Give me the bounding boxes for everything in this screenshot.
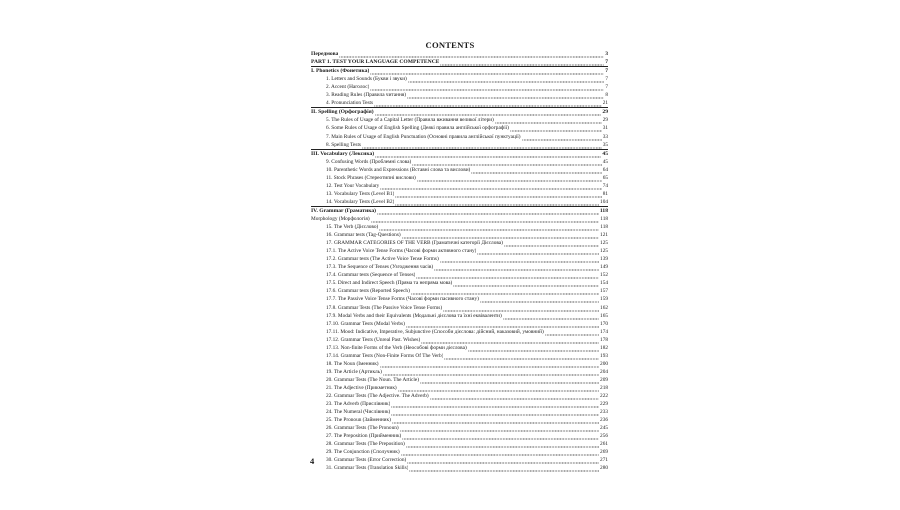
toc-entry bbox=[311, 132, 608, 140]
toc-entry-page: 182 bbox=[600, 344, 608, 351]
toc-entry-title: 17. GRAMMAR CATEGORIES OF THE VERB (Граматичні категорії Дієслова) bbox=[326, 240, 503, 247]
toc-entry-page: 256 bbox=[600, 433, 608, 440]
toc-entry-page: 218 bbox=[600, 384, 608, 391]
toc-entry bbox=[311, 239, 608, 247]
toc-entry-page: 33 bbox=[602, 133, 608, 140]
toc-entry bbox=[311, 320, 608, 328]
toc-entry-title: Morphology (Морфологія) bbox=[311, 215, 370, 222]
toc-leader-dots bbox=[395, 200, 599, 206]
toc-entry bbox=[311, 190, 608, 198]
page-number: 4 bbox=[310, 456, 315, 466]
toc-entry-title: 31. Grammar Tests (Translation Skills) bbox=[326, 465, 409, 472]
toc-leader-dots bbox=[440, 257, 599, 263]
toc-entry-page: 154 bbox=[600, 280, 608, 287]
toc-entry-page: 245 bbox=[600, 425, 608, 432]
toc-entry-title: 5. The Rules of Usage of a Capital Letter (Правила вживання великої літери) bbox=[326, 117, 494, 124]
toc-entry bbox=[311, 231, 608, 239]
toc-entry-page: 74 bbox=[602, 182, 608, 189]
toc-leader-dots bbox=[440, 60, 604, 66]
toc-entry bbox=[311, 58, 608, 66]
toc-leader-dots bbox=[468, 346, 599, 352]
toc-entry-page: 193 bbox=[600, 352, 608, 359]
toc-entry-title: 2. Accent (Наголос) bbox=[326, 84, 370, 91]
toc-entry bbox=[311, 360, 608, 368]
toc-entry-title: 11. Stock Phrases (Стереотипні вислови) bbox=[326, 174, 416, 181]
toc-entry-page: 118 bbox=[600, 215, 608, 222]
toc-entry-title: 26. Grammar Tests (The Pronoun) bbox=[326, 425, 399, 432]
toc-entry-page: 174 bbox=[600, 328, 608, 335]
toc-entry bbox=[311, 344, 608, 352]
toc-leader-dots bbox=[400, 426, 599, 432]
toc-entry-page: 29 bbox=[602, 117, 608, 124]
toc-entry-title: 29. The Conjunction (Сполучник) bbox=[326, 449, 400, 456]
toc-entry bbox=[311, 108, 608, 116]
toc-entry-page: 204 bbox=[600, 368, 608, 375]
toc-leader-dots bbox=[545, 330, 599, 336]
toc-entry-page: 170 bbox=[600, 320, 608, 327]
toc-entry-page: 165 bbox=[600, 312, 608, 319]
toc-entry bbox=[311, 247, 608, 255]
toc-entry-title: 17.13. Non-finite Forms of the Verb (Неособові форми дієслова) bbox=[326, 344, 467, 351]
toc-leader-dots bbox=[380, 362, 599, 368]
toc-entry-page: 29 bbox=[602, 109, 608, 116]
toc-entry-page: 8 bbox=[605, 92, 608, 99]
toc-leader-dots bbox=[391, 402, 599, 408]
toc-entry bbox=[311, 456, 608, 464]
toc-entry-title: 17.10. Grammar Tests (Modal Verbs) bbox=[326, 320, 405, 327]
toc-leader-dots bbox=[420, 378, 599, 384]
toc-entry-page: 31 bbox=[602, 125, 608, 132]
toc-entry-title: 3. Reading Rules (Правила читання) bbox=[326, 92, 407, 99]
toc-entry-title: 30. Grammar Tests (Error Correction) bbox=[326, 457, 407, 464]
toc-entry-page: 269 bbox=[600, 449, 608, 456]
toc-entry-page: 162 bbox=[600, 304, 608, 311]
toc-leader-dots bbox=[377, 209, 599, 215]
toc-leader-dots bbox=[395, 192, 601, 198]
toc-entry-page: 125 bbox=[600, 240, 608, 247]
toc-entry-page: 7 bbox=[605, 76, 608, 83]
toc-entry bbox=[311, 158, 608, 166]
toc-entry-title: 18. The Noun (Іменник) bbox=[326, 360, 379, 367]
toc-entry bbox=[311, 424, 608, 432]
toc-leader-dots bbox=[453, 281, 599, 287]
toc-entry bbox=[311, 271, 608, 279]
toc-leader-dots bbox=[430, 394, 599, 400]
toc-entry bbox=[311, 376, 608, 384]
toc-entry bbox=[311, 116, 608, 124]
toc-leader-dots bbox=[392, 418, 599, 424]
toc-entry-title: 21. The Adjective (Прикметник) bbox=[326, 384, 397, 391]
toc-entry-page: 21 bbox=[602, 100, 608, 107]
toc-entry bbox=[311, 336, 608, 344]
toc-entry-title: 17.8. Grammar Tests (The Passive Voice Tense Forms) bbox=[326, 304, 443, 311]
toc-entry bbox=[311, 432, 608, 440]
toc-entry-title: 17.6. Grammar tests (Reported Speech) bbox=[326, 288, 410, 295]
toc-entry bbox=[311, 223, 608, 231]
toc-entry-page: 121 bbox=[600, 232, 608, 239]
toc-entry bbox=[311, 312, 608, 320]
toc-entry bbox=[311, 263, 608, 271]
toc-entry-title: 17.1. The Active Voice Tense Forms (Часові форми активного стану) bbox=[326, 248, 477, 255]
toc-entry-title: 17.7. The Passive Voice Tense Forms (Часові форми пасивного стану) bbox=[326, 296, 479, 303]
toc-entry-title: 15. The Verb (Дієслово) bbox=[326, 224, 379, 231]
toc-leader-dots bbox=[374, 101, 602, 107]
toc-entry-title: 17.9. Modal Verbs and their Equivalents (Модальні дієслова та їхні еквіваленти) bbox=[326, 312, 502, 319]
toc-entry-page: 7 bbox=[605, 84, 608, 91]
toc-entry-title: I. Phonetics (Фонетика) bbox=[311, 68, 370, 75]
toc-entry-page: 159 bbox=[600, 296, 608, 303]
toc-entry-page: 3 bbox=[605, 51, 608, 58]
toc-entry-page: 45 bbox=[602, 150, 608, 157]
toc-entry-title: 14. Vocabulary Tests (Level B2) bbox=[326, 198, 395, 205]
toc-entry-title: 13. Vocabulary Tests (Level B1) bbox=[326, 190, 395, 197]
toc-entry-page: 65 bbox=[602, 174, 608, 181]
toc-entry bbox=[311, 174, 608, 182]
toc-entry-title: PART 1. TEST YOUR LANGUAGE COMPETENCE bbox=[311, 59, 440, 66]
toc-entry-title: 19. The Article (Артикль) bbox=[326, 368, 382, 375]
toc-entry bbox=[311, 255, 608, 263]
toc-leader-dots bbox=[477, 249, 599, 255]
toc-entry-title: 17.2. Grammar tests (The Active Voice Tense Forms) bbox=[326, 256, 439, 263]
toc-entry bbox=[311, 303, 608, 311]
toc-leader-dots bbox=[471, 168, 601, 174]
toc-entry-page: 236 bbox=[600, 417, 608, 424]
toc-leader-dots bbox=[503, 314, 599, 320]
toc-entry-title: 28. Grammar Tests (The Preposition) bbox=[326, 441, 405, 448]
toc-entry-page: 64 bbox=[602, 166, 608, 173]
toc-entry-title: 7. Main Rules of Usage of English Punctuation (Основні правила англійської пунктуації) bbox=[326, 133, 521, 140]
toc-entry-title: 17.3. The Sequence of Tenses (Узгодження часів) bbox=[326, 264, 434, 271]
toc-leader-dots bbox=[407, 93, 604, 99]
toc-entry-title: 9. Confusing Words (Проблемні слова) bbox=[326, 158, 412, 165]
toc-entry-title: 17.14. Grammar Tests (Non-Finite Forms Of The Verb) bbox=[326, 352, 444, 359]
toc-leader-dots bbox=[371, 217, 600, 223]
toc-entry-title: Передмова bbox=[311, 51, 339, 58]
toc-entry bbox=[311, 384, 608, 392]
toc-entry bbox=[311, 99, 608, 107]
toc-entry bbox=[311, 295, 608, 303]
toc-entry-title: 1. Letters and Sounds (Букви і звуки) bbox=[326, 76, 407, 83]
toc-leader-dots bbox=[408, 77, 605, 83]
toc-entry-title: III. Vocabulary (Лексика) bbox=[311, 150, 375, 157]
toc-entry bbox=[311, 279, 608, 287]
toc-entry-title: 8. Spelling Tests bbox=[326, 141, 361, 148]
toc-entry bbox=[311, 440, 608, 448]
toc-entry-title: 4. Pronunciation Tests bbox=[326, 100, 374, 107]
toc-entry-page: 81 bbox=[602, 190, 608, 197]
toc-leader-dots bbox=[480, 297, 599, 303]
toc-entry-page: 7 bbox=[605, 59, 608, 66]
toc-entry bbox=[311, 207, 608, 215]
toc-leader-dots bbox=[522, 135, 602, 141]
toc-entry bbox=[311, 392, 608, 400]
toc-entry-title: 10. Parenthetic Words and Expressions (Вставні слова та вислови) bbox=[326, 166, 471, 173]
toc-entry-page: 280 bbox=[600, 465, 608, 472]
toc-entry bbox=[311, 198, 608, 206]
contents-heading: CONTENTS bbox=[425, 40, 475, 50]
toc-entry-title: 12. Test Your Vocabulary bbox=[326, 182, 380, 189]
toc-entry bbox=[311, 448, 608, 456]
toc-entry-title: 23. The Adverb (Прислівник) bbox=[326, 401, 391, 408]
toc-leader-dots bbox=[402, 434, 599, 440]
toc-leader-dots bbox=[380, 184, 601, 190]
toc-entry-page: 233 bbox=[600, 409, 608, 416]
toc-entry-page: 271 bbox=[600, 457, 608, 464]
toc-entry-title: II. Spelling (Орфографія) bbox=[311, 109, 374, 116]
toc-leader-dots bbox=[401, 450, 599, 456]
toc-entry bbox=[311, 416, 608, 424]
toc-entry bbox=[311, 67, 608, 75]
toc-entry-page: 222 bbox=[600, 393, 608, 400]
toc-entry-title: 27. The Preposition (Прийменник) bbox=[326, 433, 402, 440]
toc-leader-dots bbox=[495, 118, 602, 124]
toc-entry bbox=[311, 182, 608, 190]
toc-entry-page: 35 bbox=[602, 141, 608, 148]
toc-leader-dots bbox=[391, 410, 599, 416]
toc-entry-title: 24. The Numeral (Числівник) bbox=[326, 409, 391, 416]
toc-entry-title: 17.5. Direct and Indirect Speech (Пряма та непряма мова) bbox=[326, 280, 453, 287]
toc-entry-page: 118 bbox=[599, 207, 608, 214]
toc-entry-page: 152 bbox=[600, 272, 608, 279]
toc-entry bbox=[311, 328, 608, 336]
toc-leader-dots bbox=[444, 354, 599, 360]
toc-entry-page: 157 bbox=[600, 288, 608, 295]
toc-leader-dots bbox=[417, 176, 602, 182]
toc-entry bbox=[311, 91, 608, 99]
toc-entry-page: 139 bbox=[600, 256, 608, 263]
toc-entry-title: 25. The Pronoun (Займенник) bbox=[326, 417, 391, 424]
toc-entry-title: 22. Grammar Tests (The Adjective. The Adverb) bbox=[326, 393, 429, 400]
toc-leader-dots bbox=[407, 458, 599, 464]
toc-entry-page: 125 bbox=[600, 248, 608, 255]
toc-entry-page: 178 bbox=[600, 336, 608, 343]
toc-leader-dots bbox=[362, 143, 602, 149]
table-of-contents bbox=[311, 50, 608, 472]
toc-entry bbox=[311, 166, 608, 174]
toc-entry-page: 209 bbox=[600, 376, 608, 383]
toc-entry bbox=[311, 352, 608, 360]
toc-entry-page: 104 bbox=[600, 198, 608, 205]
toc-entry bbox=[311, 400, 608, 408]
toc-entry bbox=[311, 287, 608, 295]
toc-entry bbox=[311, 124, 608, 132]
toc-entry bbox=[311, 464, 608, 472]
toc-entry bbox=[311, 368, 608, 376]
toc-entry bbox=[311, 215, 608, 223]
toc-leader-dots bbox=[409, 466, 599, 472]
toc-entry bbox=[311, 141, 608, 149]
toc-entry bbox=[311, 408, 608, 416]
toc-entry-page: 45 bbox=[602, 158, 608, 165]
toc-leader-dots bbox=[434, 265, 599, 271]
toc-entry-title: 6. Some Rules of Usage of English Spelling (Деякі правила англійської орфографії) bbox=[326, 125, 509, 132]
toc-entry-title: 17.4. Grammar tests (Sequence of Tenses) bbox=[326, 272, 416, 279]
toc-entry bbox=[311, 150, 608, 158]
toc-leader-dots bbox=[510, 126, 602, 132]
toc-entry-page: 261 bbox=[600, 441, 608, 448]
toc-entry-page: 229 bbox=[600, 401, 608, 408]
toc-leader-dots bbox=[504, 241, 599, 247]
toc-entry-page: 149 bbox=[600, 264, 608, 271]
toc-leader-dots bbox=[406, 442, 599, 448]
toc-entry-title: 16. Grammar tests (Tag-Questions) bbox=[326, 232, 401, 239]
toc-entry-title: 17.12. Grammar Tests (Unreal Past. Wishes) bbox=[326, 336, 421, 343]
toc-entry-page: 118 bbox=[600, 224, 608, 231]
toc-entry-page: 200 bbox=[600, 360, 608, 367]
toc-entry-title: 17.11. Mood: Indicative, Imperative, Subjunctive (Способи дієслова: дійсний, наказовий, умовний) bbox=[326, 328, 544, 335]
toc-leader-dots bbox=[379, 225, 599, 231]
toc-entry bbox=[311, 83, 608, 91]
toc-entry-title: IV. Grammar (Граматика) bbox=[311, 207, 376, 214]
toc-entry-title: 20. Grammar Tests (The Noun. The Article) bbox=[326, 376, 419, 383]
toc-entry-page: 7 bbox=[605, 68, 608, 75]
toc-entry bbox=[311, 75, 608, 83]
toc-entry bbox=[311, 50, 608, 58]
